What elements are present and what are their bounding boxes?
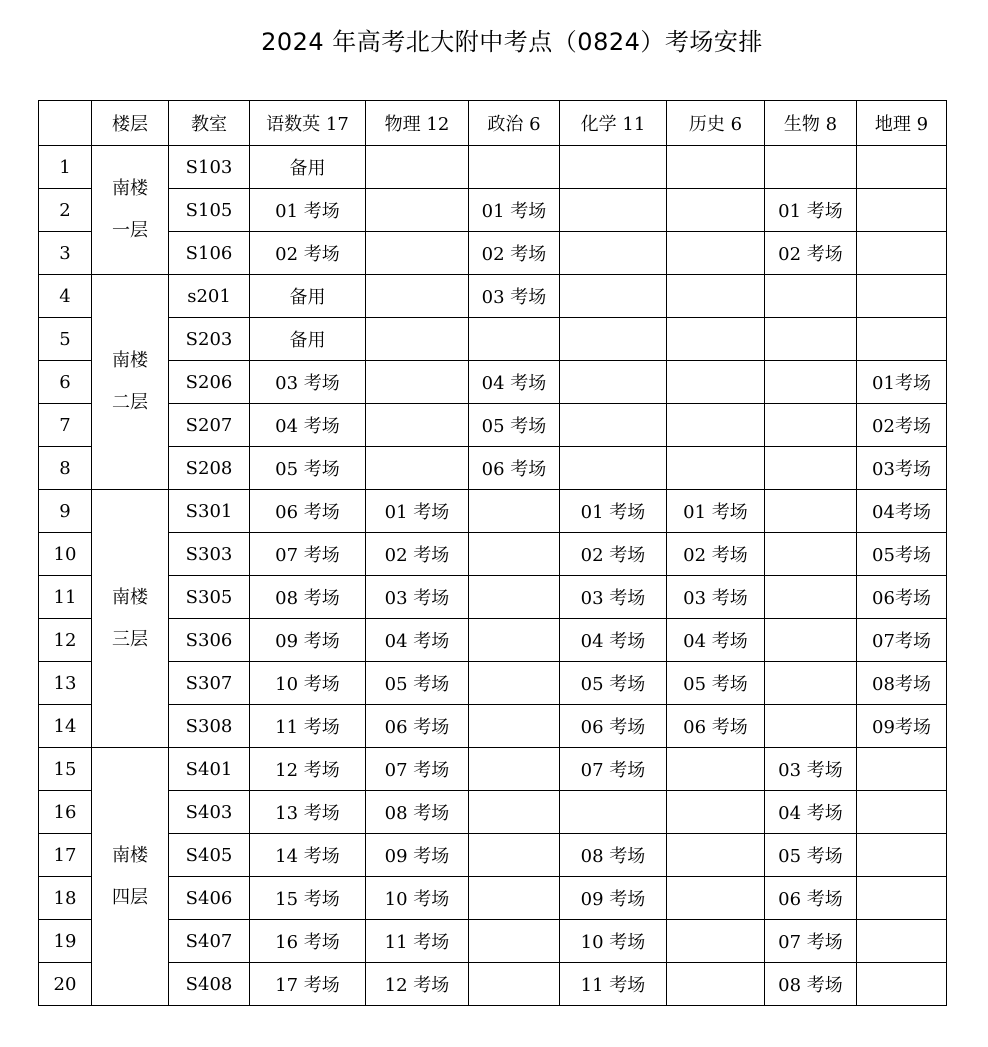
room-cell: S106 bbox=[169, 232, 250, 275]
row-index-cell: 18 bbox=[39, 877, 92, 920]
exam-cell-biology bbox=[765, 619, 857, 662]
exam-cell-geography bbox=[857, 146, 947, 189]
exam-cell-geography bbox=[857, 834, 947, 877]
exam-cell-history bbox=[667, 834, 765, 877]
exam-cell-politics bbox=[469, 920, 560, 963]
exam-cell-biology: 08 考场 bbox=[765, 963, 857, 1006]
header-cell-chemistry: 化学 11 bbox=[560, 101, 667, 146]
room-cell: S307 bbox=[169, 662, 250, 705]
header-cell-chinese-math-english: 语数英 17 bbox=[250, 101, 366, 146]
header-cell-floor: 楼层 bbox=[92, 101, 169, 146]
header-cell-biology: 生物 8 bbox=[765, 101, 857, 146]
exam-cell-chinese-math-english: 04 考场 bbox=[250, 404, 366, 447]
exam-cell-physics bbox=[366, 275, 469, 318]
exam-cell-history bbox=[667, 920, 765, 963]
exam-cell-politics: 03 考场 bbox=[469, 275, 560, 318]
exam-cell-biology: 06 考场 bbox=[765, 877, 857, 920]
exam-cell-chemistry bbox=[560, 361, 667, 404]
table-row bbox=[39, 361, 947, 404]
exam-cell-biology: 07 考场 bbox=[765, 920, 857, 963]
exam-cell-politics bbox=[469, 490, 560, 533]
exam-cell-chinese-math-english: 08 考场 bbox=[250, 576, 366, 619]
exam-cell-geography bbox=[857, 189, 947, 232]
exam-cell-chinese-math-english: 05 考场 bbox=[250, 447, 366, 490]
exam-cell-politics bbox=[469, 834, 560, 877]
room-cell: S406 bbox=[169, 877, 250, 920]
table-row bbox=[39, 963, 947, 1006]
row-index-cell: 15 bbox=[39, 748, 92, 791]
exam-cell-chinese-math-english: 14 考场 bbox=[250, 834, 366, 877]
exam-cell-chemistry: 03 考场 bbox=[560, 576, 667, 619]
exam-cell-chinese-math-english: 15 考场 bbox=[250, 877, 366, 920]
exam-cell-history bbox=[667, 447, 765, 490]
exam-cell-history: 04 考场 bbox=[667, 619, 765, 662]
exam-cell-politics bbox=[469, 576, 560, 619]
exam-cell-chemistry bbox=[560, 404, 667, 447]
exam-cell-history bbox=[667, 275, 765, 318]
exam-cell-history: 06 考场 bbox=[667, 705, 765, 748]
exam-cell-politics: 06 考场 bbox=[469, 447, 560, 490]
table-row bbox=[39, 490, 947, 533]
floor-cell bbox=[92, 275, 169, 490]
exam-cell-chemistry: 09 考场 bbox=[560, 877, 667, 920]
floor-cell bbox=[92, 490, 169, 748]
table-row bbox=[39, 791, 947, 834]
exam-cell-chinese-math-english: 01 考场 bbox=[250, 189, 366, 232]
floor-level-label: 二层 bbox=[112, 392, 148, 413]
exam-cell-chinese-math-english: 备用 bbox=[250, 275, 366, 318]
exam-cell-biology: 04 考场 bbox=[765, 791, 857, 834]
exam-cell-chemistry bbox=[560, 318, 667, 361]
row-index-cell: 17 bbox=[39, 834, 92, 877]
exam-cell-geography bbox=[857, 877, 947, 920]
header-cell-geography: 地理 9 bbox=[857, 101, 947, 146]
exam-cell-physics: 11 考场 bbox=[366, 920, 469, 963]
floor-level-label: 四层 bbox=[112, 886, 148, 908]
exam-cell-geography: 05考场 bbox=[857, 533, 947, 576]
exam-cell-chinese-math-english: 17 考场 bbox=[250, 963, 366, 1006]
room-cell: s201 bbox=[169, 275, 250, 318]
exam-cell-biology bbox=[765, 146, 857, 189]
exam-cell-chinese-math-english: 11 考场 bbox=[250, 705, 366, 748]
exam-cell-history: 02 考场 bbox=[667, 533, 765, 576]
exam-cell-biology bbox=[765, 361, 857, 404]
exam-cell-physics: 07 考场 bbox=[366, 748, 469, 791]
floor-cell bbox=[92, 748, 169, 1006]
exam-cell-chemistry: 04 考场 bbox=[560, 619, 667, 662]
room-cell: S301 bbox=[169, 490, 250, 533]
exam-cell-history: 05 考场 bbox=[667, 662, 765, 705]
exam-cell-politics bbox=[469, 705, 560, 748]
exam-cell-chemistry bbox=[560, 232, 667, 275]
row-index-cell: 3 bbox=[39, 232, 92, 275]
exam-cell-chemistry: 11 考场 bbox=[560, 963, 667, 1006]
room-cell: S207 bbox=[169, 404, 250, 447]
exam-cell-chemistry bbox=[560, 791, 667, 834]
floor-building-label: 南楼 bbox=[112, 586, 148, 608]
row-index-cell: 10 bbox=[39, 533, 92, 576]
exam-cell-biology: 02 考场 bbox=[765, 232, 857, 275]
exam-cell-chemistry bbox=[560, 275, 667, 318]
exam-cell-history bbox=[667, 361, 765, 404]
exam-cell-physics: 04 考场 bbox=[366, 619, 469, 662]
exam-cell-chinese-math-english: 07 考场 bbox=[250, 533, 366, 576]
table-row bbox=[39, 834, 947, 877]
exam-cell-physics: 09 考场 bbox=[366, 834, 469, 877]
exam-cell-chemistry: 07 考场 bbox=[560, 748, 667, 791]
floor-level-label: 一层 bbox=[112, 220, 148, 241]
exam-cell-geography bbox=[857, 275, 947, 318]
exam-cell-history bbox=[667, 963, 765, 1006]
exam-cell-politics bbox=[469, 662, 560, 705]
room-cell: S305 bbox=[169, 576, 250, 619]
floor-level-label: 三层 bbox=[112, 628, 148, 650]
exam-cell-chinese-math-english: 10 考场 bbox=[250, 662, 366, 705]
header-cell-room: 教室 bbox=[169, 101, 250, 146]
room-cell: S203 bbox=[169, 318, 250, 361]
header-cell-politics: 政治 6 bbox=[469, 101, 560, 146]
exam-cell-politics bbox=[469, 146, 560, 189]
exam-cell-geography bbox=[857, 920, 947, 963]
exam-cell-chemistry: 06 考场 bbox=[560, 705, 667, 748]
exam-cell-politics bbox=[469, 619, 560, 662]
exam-cell-chemistry: 05 考场 bbox=[560, 662, 667, 705]
room-cell: S103 bbox=[169, 146, 250, 189]
room-cell: S401 bbox=[169, 748, 250, 791]
exam-cell-chemistry: 01 考场 bbox=[560, 490, 667, 533]
exam-cell-chemistry: 10 考场 bbox=[560, 920, 667, 963]
table-row bbox=[39, 662, 947, 705]
exam-cell-geography: 09考场 bbox=[857, 705, 947, 748]
exam-cell-geography: 06考场 bbox=[857, 576, 947, 619]
exam-cell-physics bbox=[366, 447, 469, 490]
exam-cell-biology: 01 考场 bbox=[765, 189, 857, 232]
exam-cell-history bbox=[667, 877, 765, 920]
row-index-cell: 7 bbox=[39, 404, 92, 447]
exam-cell-biology: 05 考场 bbox=[765, 834, 857, 877]
row-index-cell: 9 bbox=[39, 490, 92, 533]
room-cell: S408 bbox=[169, 963, 250, 1006]
exam-cell-chinese-math-english: 备用 bbox=[250, 146, 366, 189]
table-row bbox=[39, 146, 947, 189]
table-row bbox=[39, 705, 947, 748]
exam-cell-physics bbox=[366, 189, 469, 232]
room-cell: S403 bbox=[169, 791, 250, 834]
exam-cell-chemistry bbox=[560, 146, 667, 189]
row-index-cell: 20 bbox=[39, 963, 92, 1006]
exam-cell-chinese-math-english: 06 考场 bbox=[250, 490, 366, 533]
room-cell: S206 bbox=[169, 361, 250, 404]
room-cell: S105 bbox=[169, 189, 250, 232]
exam-room-table bbox=[38, 100, 947, 1006]
exam-cell-physics: 08 考场 bbox=[366, 791, 469, 834]
table-row bbox=[39, 232, 947, 275]
exam-cell-biology bbox=[765, 662, 857, 705]
exam-cell-geography: 04考场 bbox=[857, 490, 947, 533]
exam-cell-geography bbox=[857, 232, 947, 275]
exam-cell-geography: 01考场 bbox=[857, 361, 947, 404]
row-index-cell: 8 bbox=[39, 447, 92, 490]
table-row bbox=[39, 533, 947, 576]
exam-cell-biology bbox=[765, 404, 857, 447]
table-row bbox=[39, 920, 947, 963]
room-cell: S306 bbox=[169, 619, 250, 662]
table-row bbox=[39, 576, 947, 619]
exam-cell-physics bbox=[366, 232, 469, 275]
exam-cell-geography bbox=[857, 318, 947, 361]
room-cell: S308 bbox=[169, 705, 250, 748]
row-index-cell: 14 bbox=[39, 705, 92, 748]
table-body bbox=[39, 146, 947, 1006]
exam-cell-history bbox=[667, 404, 765, 447]
exam-cell-geography: 07考场 bbox=[857, 619, 947, 662]
exam-cell-biology bbox=[765, 576, 857, 619]
exam-cell-physics bbox=[366, 318, 469, 361]
exam-cell-politics bbox=[469, 877, 560, 920]
header-row bbox=[39, 101, 947, 146]
exam-cell-politics bbox=[469, 791, 560, 834]
row-index-cell: 12 bbox=[39, 619, 92, 662]
table-row bbox=[39, 404, 947, 447]
exam-cell-physics bbox=[366, 361, 469, 404]
exam-cell-history bbox=[667, 791, 765, 834]
row-index-cell: 2 bbox=[39, 189, 92, 232]
exam-cell-biology bbox=[765, 275, 857, 318]
exam-cell-biology bbox=[765, 318, 857, 361]
exam-cell-geography: 08考场 bbox=[857, 662, 947, 705]
table-row bbox=[39, 318, 947, 361]
table-row bbox=[39, 748, 947, 791]
table-row bbox=[39, 619, 947, 662]
exam-cell-biology bbox=[765, 533, 857, 576]
exam-cell-chemistry: 02 考场 bbox=[560, 533, 667, 576]
table-row bbox=[39, 877, 947, 920]
header-cell-history: 历史 6 bbox=[667, 101, 765, 146]
exam-cell-politics bbox=[469, 963, 560, 1006]
floor-building-label: 南楼 bbox=[112, 350, 148, 371]
exam-cell-chinese-math-english: 03 考场 bbox=[250, 361, 366, 404]
exam-cell-history: 03 考场 bbox=[667, 576, 765, 619]
exam-cell-physics: 12 考场 bbox=[366, 963, 469, 1006]
floor-cell bbox=[92, 146, 169, 275]
exam-cell-physics: 10 考场 bbox=[366, 877, 469, 920]
header-cell-physics: 物理 12 bbox=[366, 101, 469, 146]
row-index-cell: 16 bbox=[39, 791, 92, 834]
table-row bbox=[39, 447, 947, 490]
exam-cell-politics: 05 考场 bbox=[469, 404, 560, 447]
exam-cell-biology: 03 考场 bbox=[765, 748, 857, 791]
table-row bbox=[39, 189, 947, 232]
row-index-cell: 11 bbox=[39, 576, 92, 619]
exam-cell-chinese-math-english: 09 考场 bbox=[250, 619, 366, 662]
room-cell: S407 bbox=[169, 920, 250, 963]
exam-cell-chemistry bbox=[560, 447, 667, 490]
exam-cell-physics: 01 考场 bbox=[366, 490, 469, 533]
exam-cell-chinese-math-english: 备用 bbox=[250, 318, 366, 361]
room-cell: S303 bbox=[169, 533, 250, 576]
exam-cell-geography: 02考场 bbox=[857, 404, 947, 447]
exam-cell-politics: 04 考场 bbox=[469, 361, 560, 404]
exam-cell-chinese-math-english: 02 考场 bbox=[250, 232, 366, 275]
exam-cell-chemistry bbox=[560, 189, 667, 232]
room-cell: S405 bbox=[169, 834, 250, 877]
exam-cell-biology bbox=[765, 705, 857, 748]
row-index-cell: 4 bbox=[39, 275, 92, 318]
header-cell-index bbox=[39, 101, 92, 146]
exam-cell-chinese-math-english: 12 考场 bbox=[250, 748, 366, 791]
floor-building-label: 南楼 bbox=[112, 844, 148, 866]
exam-cell-history bbox=[667, 318, 765, 361]
row-index-cell: 13 bbox=[39, 662, 92, 705]
row-index-cell: 19 bbox=[39, 920, 92, 963]
exam-cell-politics: 01 考场 bbox=[469, 189, 560, 232]
exam-cell-history bbox=[667, 146, 765, 189]
room-cell: S208 bbox=[169, 447, 250, 490]
exam-cell-history bbox=[667, 189, 765, 232]
exam-cell-physics bbox=[366, 404, 469, 447]
exam-cell-politics bbox=[469, 748, 560, 791]
exam-cell-physics: 05 考场 bbox=[366, 662, 469, 705]
exam-cell-politics bbox=[469, 318, 560, 361]
exam-cell-geography bbox=[857, 963, 947, 1006]
exam-cell-physics: 06 考场 bbox=[366, 705, 469, 748]
floor-building-label: 南楼 bbox=[112, 178, 148, 199]
table-row bbox=[39, 275, 947, 318]
exam-cell-physics bbox=[366, 146, 469, 189]
exam-cell-chinese-math-english: 16 考场 bbox=[250, 920, 366, 963]
exam-cell-geography bbox=[857, 791, 947, 834]
exam-cell-physics: 03 考场 bbox=[366, 576, 469, 619]
exam-cell-history bbox=[667, 232, 765, 275]
exam-cell-biology bbox=[765, 447, 857, 490]
exam-cell-biology bbox=[765, 490, 857, 533]
exam-cell-history bbox=[667, 748, 765, 791]
exam-cell-politics: 02 考场 bbox=[469, 232, 560, 275]
exam-cell-history: 01 考场 bbox=[667, 490, 765, 533]
exam-cell-chemistry: 08 考场 bbox=[560, 834, 667, 877]
row-index-cell: 6 bbox=[39, 361, 92, 404]
page-title: 2024 年高考北大附中考点（0824）考场安排 bbox=[261, 28, 763, 56]
row-index-cell: 5 bbox=[39, 318, 92, 361]
exam-cell-physics: 02 考场 bbox=[366, 533, 469, 576]
row-index-cell: 1 bbox=[39, 146, 92, 189]
exam-cell-politics bbox=[469, 533, 560, 576]
exam-cell-geography bbox=[857, 748, 947, 791]
exam-cell-geography: 03考场 bbox=[857, 447, 947, 490]
exam-cell-chinese-math-english: 13 考场 bbox=[250, 791, 366, 834]
